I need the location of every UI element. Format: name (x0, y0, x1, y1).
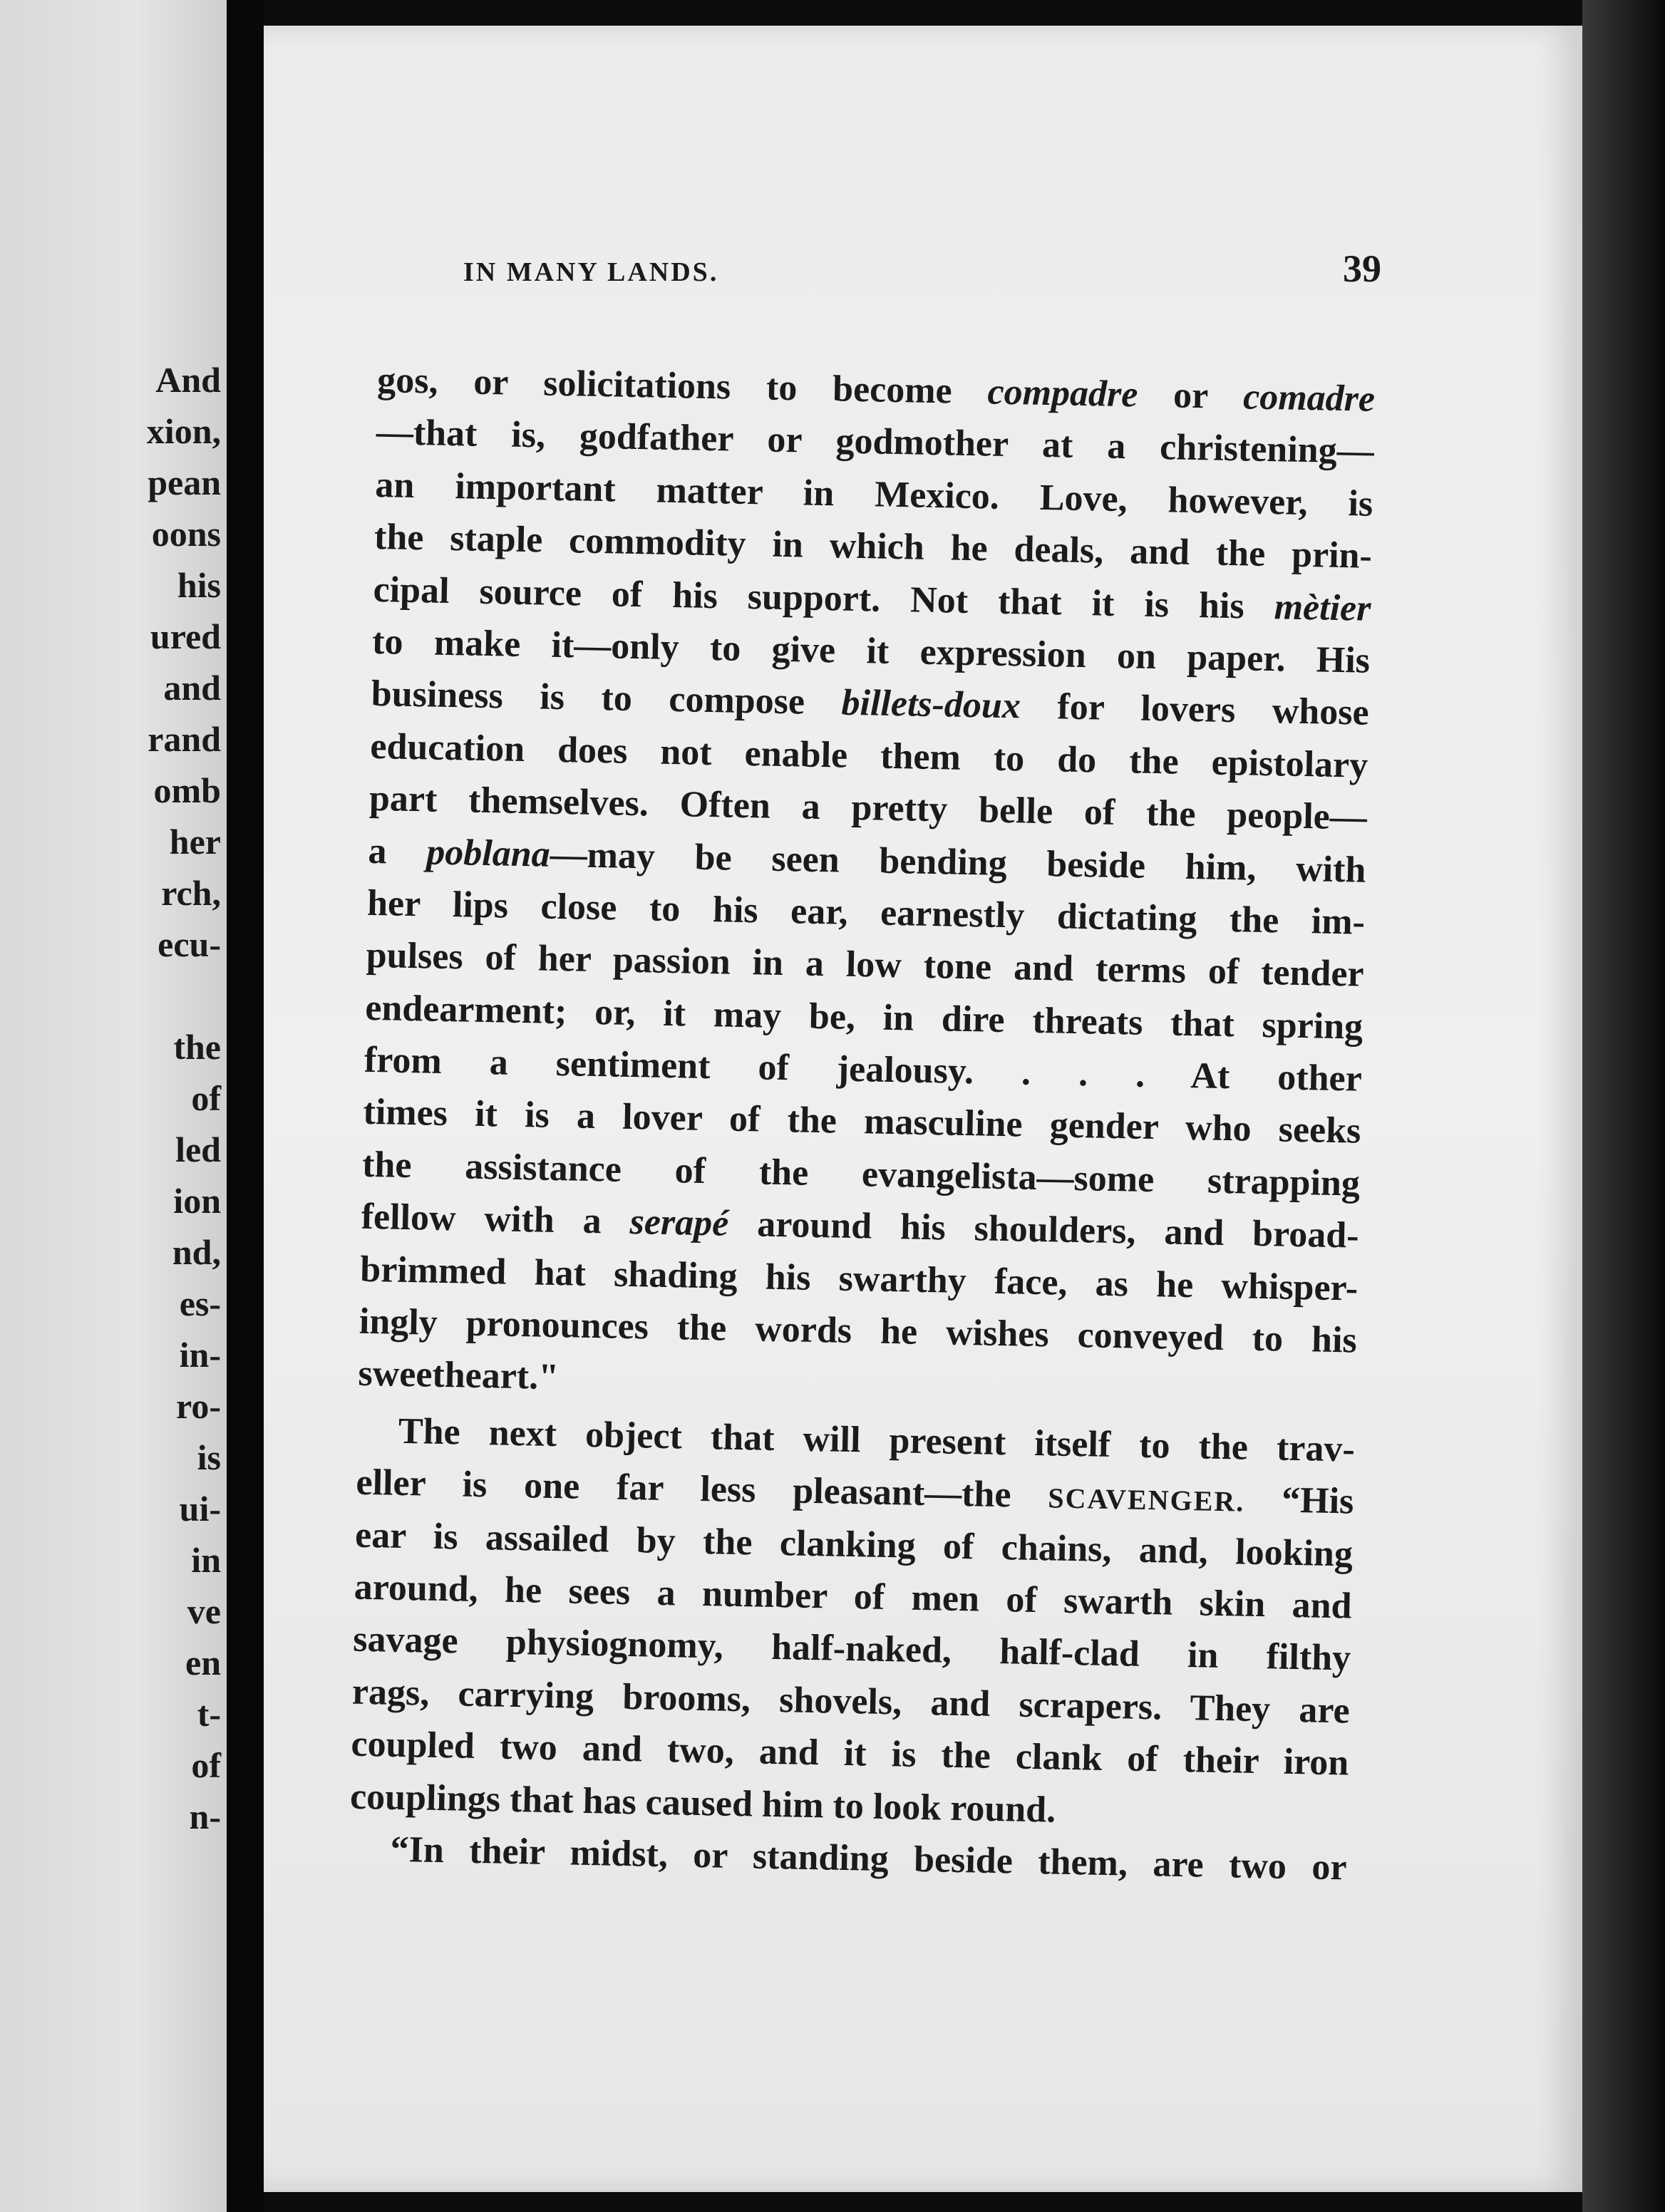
fragment-line: And (155, 360, 221, 400)
text-line: from a sentiment of jealousy. . . . At other (364, 1039, 1363, 1100)
text-line: coupled two and two, and it is the clank of their iron (351, 1723, 1349, 1784)
text-line: a poblana—may be seen bending beside him, with (368, 830, 1366, 891)
fragment-line: rch, (161, 873, 221, 913)
fragment-line: of (191, 1745, 221, 1785)
book-gutter (227, 0, 264, 2212)
fragment-line: oons (151, 514, 221, 554)
fragment-gap (147, 970, 221, 1021)
fragment-line: en (185, 1643, 221, 1683)
fragment-line: ui- (179, 1489, 221, 1529)
text-line: fellow with a serapé around his shoulders, and broad- (361, 1197, 1360, 1256)
fragment-line: t- (197, 1694, 221, 1734)
previous-page-fragment (0, 0, 227, 2212)
text-line: an important matter in Mexico. Love, however, is (374, 464, 1373, 524)
text-line: education does not enable them to do the epistolary (369, 725, 1368, 786)
text-line: her lips close to his ear, earnestly dictating the im- (366, 882, 1366, 943)
fragment-line: es- (179, 1283, 221, 1323)
fragment-line: rand (148, 719, 221, 759)
text-line: “In their midst, or standing beside them, are two or (390, 1829, 1348, 1888)
text-line: gos, or solicitations to become compadre or comadre (376, 359, 1376, 420)
text-line: couplings that has caused him to look round. (349, 1776, 1056, 1831)
fragment-line: ve (187, 1591, 221, 1631)
text-line: ingly pronounces the words he wishes conveyed to his (359, 1301, 1358, 1361)
text-line: sweetheart." (357, 1353, 560, 1398)
text-line: endearment; or, it may be, in dire threats that spring (364, 987, 1364, 1048)
text-line: around, he sees a number of men of swarth skin and (354, 1566, 1353, 1627)
text-line: brimmed hat shading his swarthy face, as he whisper- (359, 1249, 1359, 1309)
page-number: 39 (1343, 247, 1381, 290)
fragment-line: in- (179, 1335, 221, 1375)
fragment-line: ured (150, 616, 221, 656)
fragment-line: xion, (146, 411, 221, 451)
text-line: rags, carrying brooms, shovels, and scrapers. They are (351, 1671, 1351, 1732)
fragment-line: nd, (172, 1232, 221, 1272)
page-edge-shadow (1582, 0, 1665, 2212)
text-line: The next object that will present itself to the trav- (398, 1410, 1356, 1470)
small-caps-term: SCAVENGER. (1047, 1482, 1245, 1518)
text-line: business is to compose billets-doux for lovers whose (371, 673, 1370, 734)
text-line: cipal source of his support. Not that it is his mètier (373, 569, 1371, 629)
text-line: —that is, godfather or godmother at a christening— (376, 412, 1375, 472)
fragment-line: led (175, 1130, 221, 1169)
text-line: ear is assailed by the clanking of chains, and, looking (354, 1514, 1354, 1575)
fragment-line: ecu- (158, 924, 221, 964)
previous-page-line-ends (147, 354, 221, 1842)
text-line: times it is a lover of the masculine gender who seeks (363, 1092, 1361, 1152)
text-line: pulses of her passion in a low tone and terms of tender (366, 935, 1365, 996)
text-line: eller is one far less pleasant—the SCAVENGER. “His (356, 1462, 1354, 1522)
fragment-line: her (169, 822, 221, 862)
fragment-line: ro- (176, 1386, 221, 1426)
fragment-line: is (197, 1437, 221, 1477)
fragment-line: ion (173, 1181, 221, 1221)
body-text (349, 354, 1376, 1894)
fragment-line: n- (189, 1797, 221, 1836)
fragment-line: in (191, 1540, 221, 1580)
fragment-line: his (177, 565, 221, 605)
fragment-line: omb (153, 770, 221, 810)
text-line: the staple commodity in which he deals, and the prin- (373, 517, 1373, 577)
fragment-line: the (173, 1027, 221, 1067)
running-head: IN MANY LANDS. (463, 257, 719, 287)
text-line: savage physiognomy, half-naked, half-clad in filthy (352, 1619, 1351, 1679)
text-line: part themselves. Often a pretty belle of the people— (368, 778, 1368, 838)
text-line: to make it—only to give it expression on paper. His (371, 621, 1371, 681)
fragment-line: of (191, 1078, 221, 1118)
fragment-line: and (163, 668, 221, 708)
text-line: the assistance of the evangelista—some strapping (361, 1144, 1361, 1204)
fragment-line: pean (148, 462, 221, 502)
